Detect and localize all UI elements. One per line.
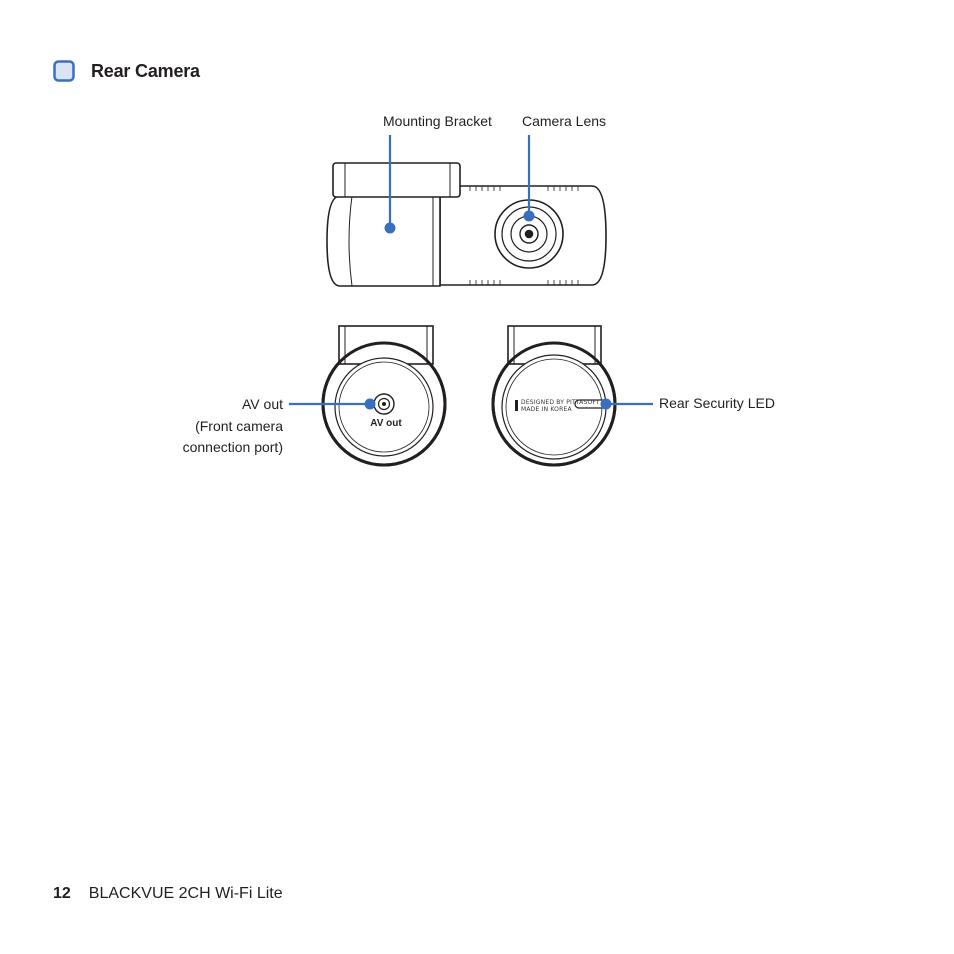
dot-camera-lens <box>524 211 535 222</box>
section-title: Rear Camera <box>91 60 200 81</box>
rear-camera-side-view <box>327 163 606 286</box>
dot-av-out <box>365 399 376 410</box>
dot-mounting-bracket <box>385 223 396 234</box>
label-av-out: AV out <box>242 396 283 412</box>
label-camera-lens: Camera Lens <box>522 113 607 129</box>
label-mounting-bracket: Mounting Bracket <box>383 113 492 129</box>
label-rear-security-led: Rear Security LED <box>659 395 775 411</box>
label-av-out-desc-2: connection port) <box>182 439 283 455</box>
page-number: 12 <box>53 885 71 902</box>
rear-camera-back-view <box>323 326 445 465</box>
sticker-line-2: MADE IN KOREA <box>521 406 572 413</box>
rear-camera-led-view <box>493 326 615 465</box>
av-out-port-label: AV out <box>370 418 402 429</box>
sticker-line-1: DESIGNED BY PITTASOFT <box>521 399 600 406</box>
dot-rear-security-led <box>601 399 612 410</box>
label-av-out-desc-1: (Front camera <box>195 418 283 434</box>
document-title: BLACKVUE 2CH Wi-Fi Lite <box>88 885 283 902</box>
page-footer <box>53 885 283 903</box>
